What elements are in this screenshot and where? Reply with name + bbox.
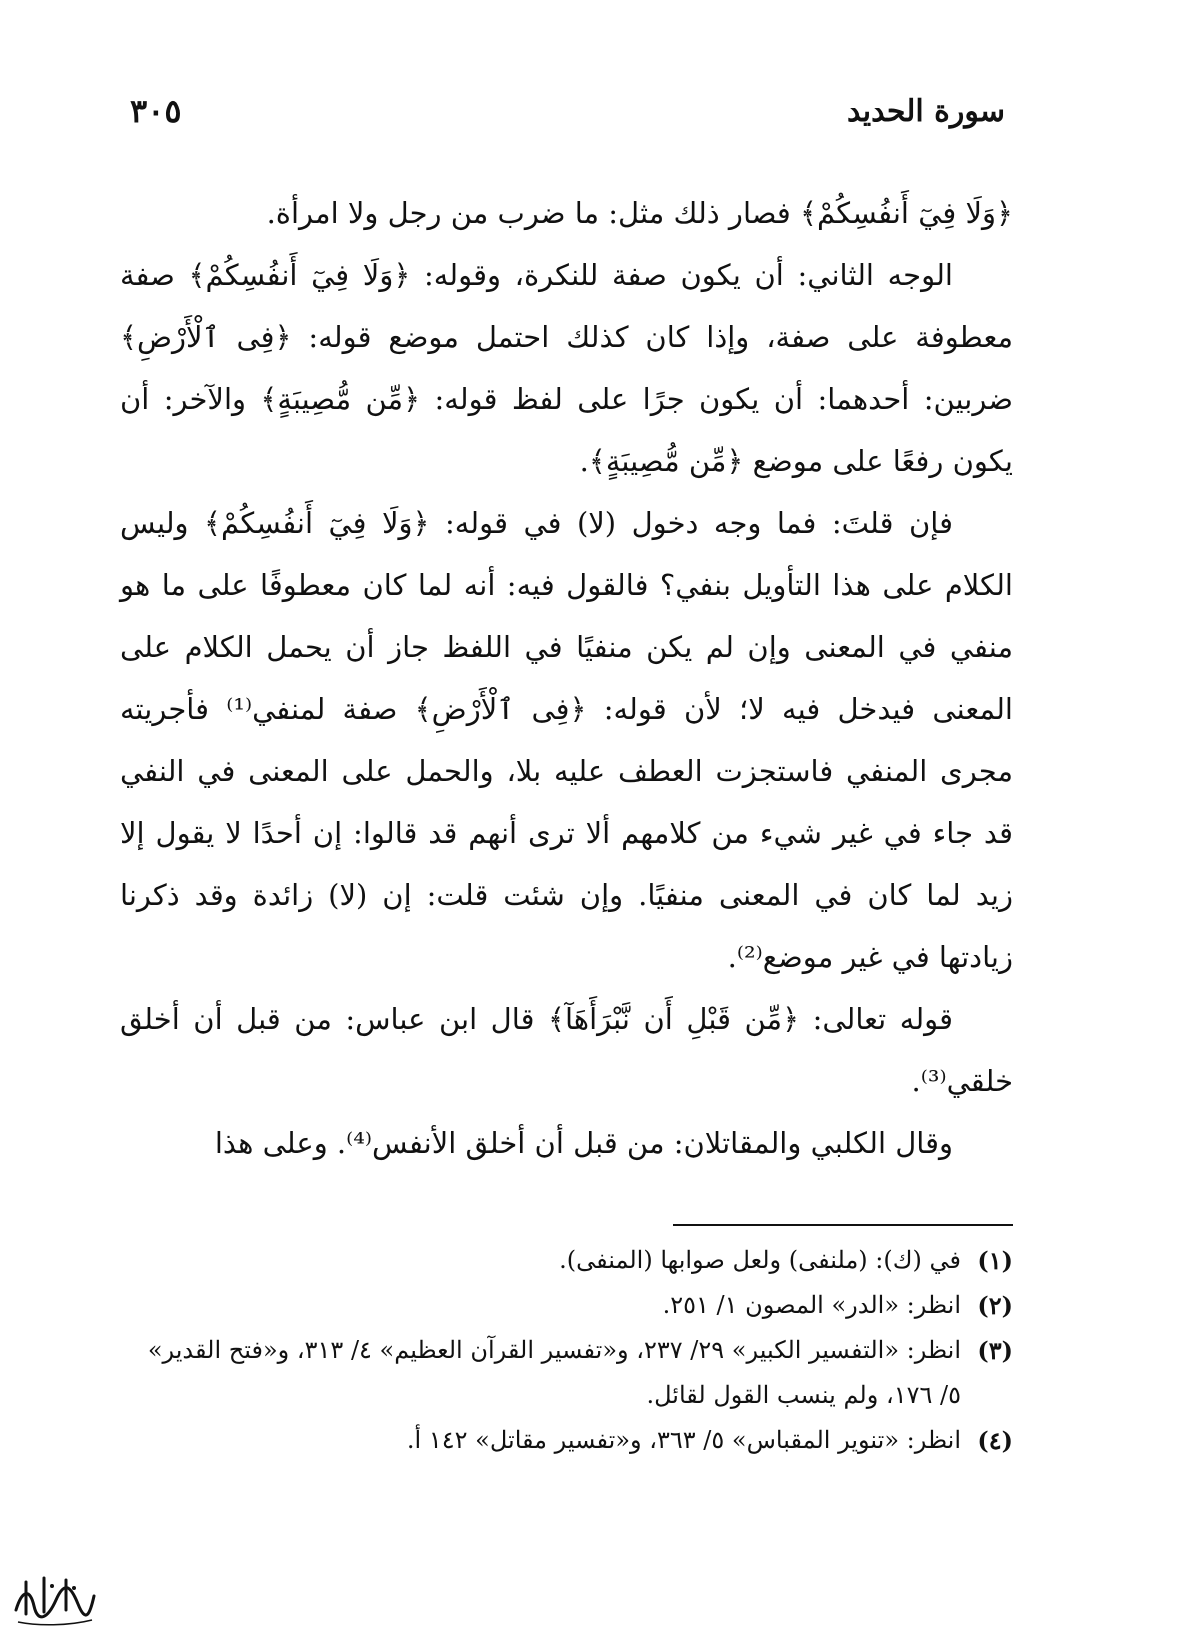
page-number: ٣٠٥ (130, 92, 182, 130)
footnote-text: انظر: «تنوير المقباس» ٥/ ٣٦٣، و«تفسير مقاتل» ١٤٢ أ. (406, 1426, 961, 1454)
footnote-divider (673, 1224, 1013, 1226)
footnote-number: (٢) (977, 1291, 1013, 1320)
paragraph-5: وقال الكلبي والمقاتلان: من قبل أن أخلق الأنفس⁽⁴⁾. وعلى هذا (214, 1126, 953, 1160)
footnote-item (120, 1283, 1013, 1328)
paragraph-4: قوله تعالى: ﴿مِّن قَبْلِ أَن نَّبْرَأَهَآ﴾ قال ابن عباس: من قبل أن أخلق خلقي⁽³⁾. (120, 1002, 1013, 1098)
footnote-item (120, 1238, 1013, 1283)
paragraph-1: ﴿وَلَا فِيٓ أَنفُسِكُمْ﴾ فصار ذلك مثل: ما ضرب من رجل ولا امرأة. (266, 196, 1013, 230)
footnote-item (120, 1418, 1013, 1463)
footnote-item (120, 1328, 1013, 1418)
main-text (120, 182, 1013, 1174)
footnote-text: انظر: «الدر» المصون ١/ ٢٥١. (662, 1291, 961, 1319)
page-header (130, 92, 1005, 130)
footnote-text: في (ك): (ملنفى) ولعل صوابها (المنفى). (559, 1246, 961, 1274)
surah-title: سورة الحديد (847, 93, 1005, 129)
paragraph-3: فإن قلتَ: فما وجه دخول (لا) في قوله: ﴿وَلَا فِيٓ أَنفُسِكُمْ﴾ وليس الكلام على هذا التأويل بنفي؟ فالقول فيه: أنه لما كان معطوفًا على ما هو منفي في المعنى وإن لم يكن منفيًا في اللفظ جاز أن يحمل الكلام على المعنى فيدخل فيه لا؛ لأن قوله: ﴿فِى ٱلْأَرْضِ﴾ صفة لمنفي⁽¹⁾ فأجريته مجرى المنفي فاستجزت العطف عليه بلا، والحمل على المعنى في النفي قد جاء في غير شيء من كلامهم ألا ترى أنهم قد قالوا: إن أحدًا لا يقول إلا زيد لما كان في المعنى منفيًا. وإن شئت قلت: إن (لا) زائدة وقد ذكرنا زيادتها في غير موضع⁽²⁾. (120, 506, 1013, 974)
footnote-number: (٣) (977, 1336, 1013, 1365)
footnote-number: (١) (977, 1246, 1013, 1275)
footnote-number: (٤) (977, 1426, 1013, 1455)
footnote-text: انظر: «التفسير الكبير» ٢٩/ ٢٣٧، و«تفسير القرآن العظيم» ٤/ ٣١٣، و«فتح القدير» ٥/ ١٧٦، ولم ينسب القول لقائل. (147, 1336, 961, 1409)
footnotes (120, 1238, 1013, 1463)
paragraph-2: الوجه الثاني: أن يكون صفة للنكرة، وقوله: ﴿وَلَا فِيٓ أَنفُسِكُمْ﴾ صفة معطوفة على صفة، وإذا كان كذلك احتمل موضع قوله: ﴿فِى ٱلْأَرْضِ﴾ ضربين: أحدهما: أن يكون جرًا على لفظ قوله: ﴿مِّن مُّصِيبَةٍ﴾ والآخر: أن يكون رفعًا على موضع ﴿مِّن مُّصِيبَةٍ﴾. (120, 258, 1013, 478)
calligraphy-logo-icon (8, 1570, 98, 1630)
